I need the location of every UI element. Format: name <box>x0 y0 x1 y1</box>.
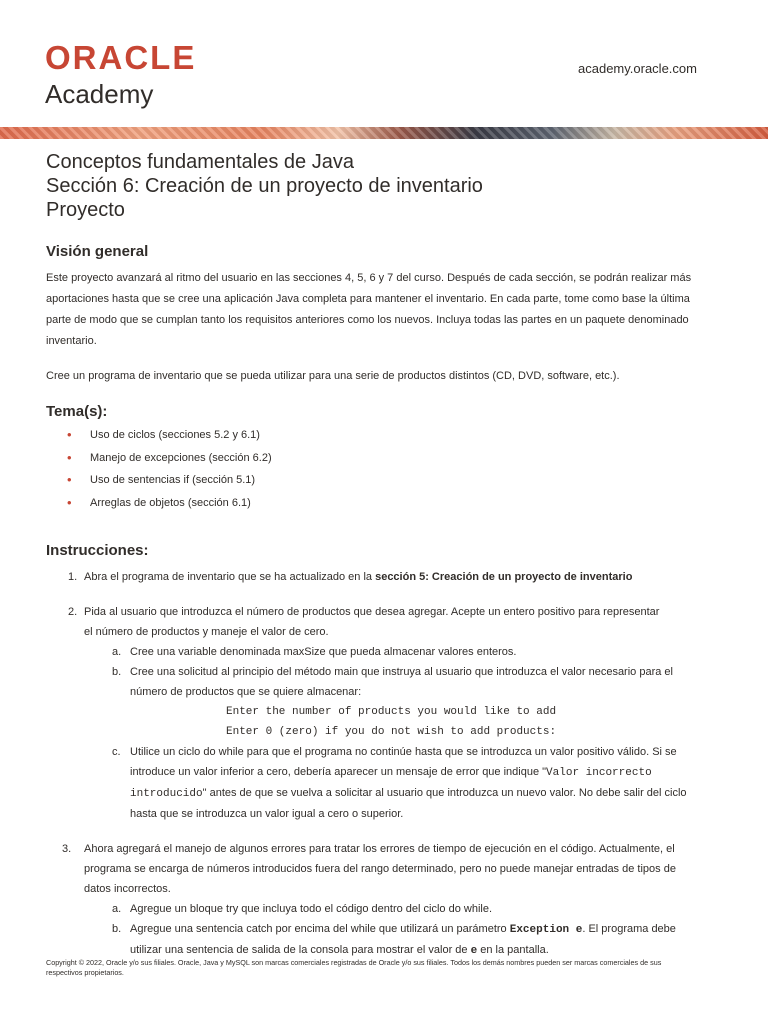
copyright-footer <box>46 958 722 977</box>
instruction-step-2 <box>46 602 718 824</box>
overview-line: Este proyecto avanzará al ritmo del usuario en las secciones 4, 5, 6 y 7 del curso. Después de cada sección, se podrán realizar más <box>46 272 692 284</box>
substep-text-line <box>130 783 718 804</box>
step-text: programa se encarga de números introducidos fuera del rango determinado, pero no puede manejar entradas de tipos de <box>84 863 676 875</box>
banner-pattern <box>0 127 768 139</box>
academy-logo-text: Academy <box>45 79 154 109</box>
substep-letter: a. <box>112 646 122 658</box>
overview-paragraph-2: Cree un programa de inventario que se pueda utilizar para una serie de productos distintos (CD, DVD, software, etc.). <box>46 370 620 382</box>
instruction-step-1 <box>46 567 718 587</box>
topic-text: Uso de sentencias if (sección 5.1) <box>90 474 256 486</box>
substep-text: " antes de que se vuelva a solicitar al usuario que introduzca un nuevo valor. No debe salir del ciclo <box>202 787 687 799</box>
substep-text: en la pantalla. <box>477 944 549 956</box>
substep-text: utilizar una sentencia de salida de la consola para mostrar el valor de <box>130 944 471 956</box>
topics-heading: Tema(s): <box>46 403 108 420</box>
overview-line: aportaciones hasta que se cree una aplicación Java completa para mantener el inventario. En cada parte, tome como base la última <box>46 293 690 305</box>
substep-a <box>46 642 718 662</box>
topic-text: Arreglas de objetos (sección 6.1) <box>90 496 251 509</box>
step-text: el número de productos y maneje el valor de cero. <box>84 626 329 638</box>
substep-text: Cree una variable denominada maxSize que pueda almacenar valores enteros. <box>130 646 517 658</box>
document-body <box>46 243 718 961</box>
page-header <box>0 0 768 128</box>
list-item <box>46 492 718 515</box>
code-line: Enter the number of products you would like to add <box>226 706 557 718</box>
code-inline: Valor incorrecto <box>546 767 652 779</box>
substep-letter: b. <box>112 666 122 678</box>
oracle-logo: ORACLE <box>45 39 197 76</box>
decorative-banner <box>0 127 768 139</box>
step-text: datos incorrectos. <box>84 883 171 895</box>
overview-line: inventario. <box>46 335 97 347</box>
instruction-step-3 <box>46 839 718 961</box>
list-item <box>46 469 718 492</box>
site-url-link[interactable]: academy.oracle.com <box>578 61 697 76</box>
overview-line: parte de modo que se cumplan tanto los requisitos anteriores como los nuevos. Incluya todas las partes en un paquete denominado <box>46 314 689 326</box>
substep-letter: c. <box>112 746 121 758</box>
substep-text: Utilice un ciclo do while para que el programa no continúe hasta que se introduzca un valor positivo válido. Si se <box>130 746 677 758</box>
overview-heading: Visión general <box>46 243 149 260</box>
substep-letter: b. <box>112 923 122 935</box>
substep-c <box>46 742 718 824</box>
step-text: Pida al usuario que introduzca el número de productos que desea agregar. Acepte un entero positivo para representar <box>84 606 660 618</box>
code-inline: Exception e <box>509 924 583 936</box>
substep-text: introduce un valor inferior a cero, debería aparecer un mensaje de error que indique " <box>130 766 547 778</box>
step-number: 3. <box>62 843 72 855</box>
substep-text-line <box>130 919 718 940</box>
substep-letter: a. <box>112 903 122 915</box>
step-bold-text: sección 5: Creación de un proyecto de inventario <box>375 571 633 583</box>
substep-text: Cree una solicitud al principio del método main que instruya al usuario que introduzca el valor necesario para el <box>130 666 673 678</box>
substep-text: Agregue un bloque try que incluya todo el código dentro del ciclo do while. <box>130 903 493 915</box>
overview-paragraph <box>46 268 718 352</box>
step-number: 1. <box>68 571 78 583</box>
substep-text: Agregue una sentencia catch por encima del while que utilizará un parámetro <box>130 923 510 935</box>
bullet-icon: • <box>67 449 72 465</box>
document-title <box>46 150 483 222</box>
topic-text: Manejo de excepciones (sección 6.2) <box>90 451 272 464</box>
substep-text-line <box>130 762 718 783</box>
topic-text: Uso de ciclos (secciones 5.2 y 6.1) <box>90 429 260 441</box>
bullet-icon: • <box>67 472 72 487</box>
code-inline: e <box>470 945 478 957</box>
bullet-icon: • <box>67 494 72 510</box>
list-item <box>46 424 718 447</box>
substep-text: . El programa debe <box>582 923 676 935</box>
step-number: 2. <box>68 606 78 618</box>
instructions-heading: Instrucciones: <box>46 542 149 559</box>
list-item <box>46 447 718 470</box>
substep-b <box>46 662 718 702</box>
step-text: Ahora agregará el manejo de algunos errores para tratar los errores de tiempo de ejecución en el código. Actualmente, el <box>84 843 675 855</box>
title-project: Proyecto <box>46 199 125 221</box>
code-inline: introducido <box>130 788 203 800</box>
substep-text: hasta que se introduzca un valor igual a cero o superior. <box>130 808 404 820</box>
substep-b <box>46 919 718 961</box>
substep-text: número de productos que se quiere almacenar: <box>130 686 362 698</box>
code-line: Enter 0 (zero) if you do not wish to add products: <box>226 726 557 738</box>
step-text: Abra el programa de inventario que se ha actualizado en la <box>84 571 376 583</box>
footer-line: respectivos propietarios. <box>46 967 124 977</box>
topics-list <box>46 424 718 514</box>
title-section: Sección 6: Creación de un proyecto de inventario <box>46 175 483 197</box>
bullet-icon: • <box>67 427 72 442</box>
substep-a <box>46 899 718 919</box>
footer-line: Copyright © 2022, Oracle y/o sus filiales. Oracle, Java y MySQL son marcas comerciales registradas de Oracle y/o sus filiales. Todos los demás nombres pueden ser marcas comerciales de sus <box>46 958 662 967</box>
title-course: Conceptos fundamentales de Java <box>46 151 354 173</box>
